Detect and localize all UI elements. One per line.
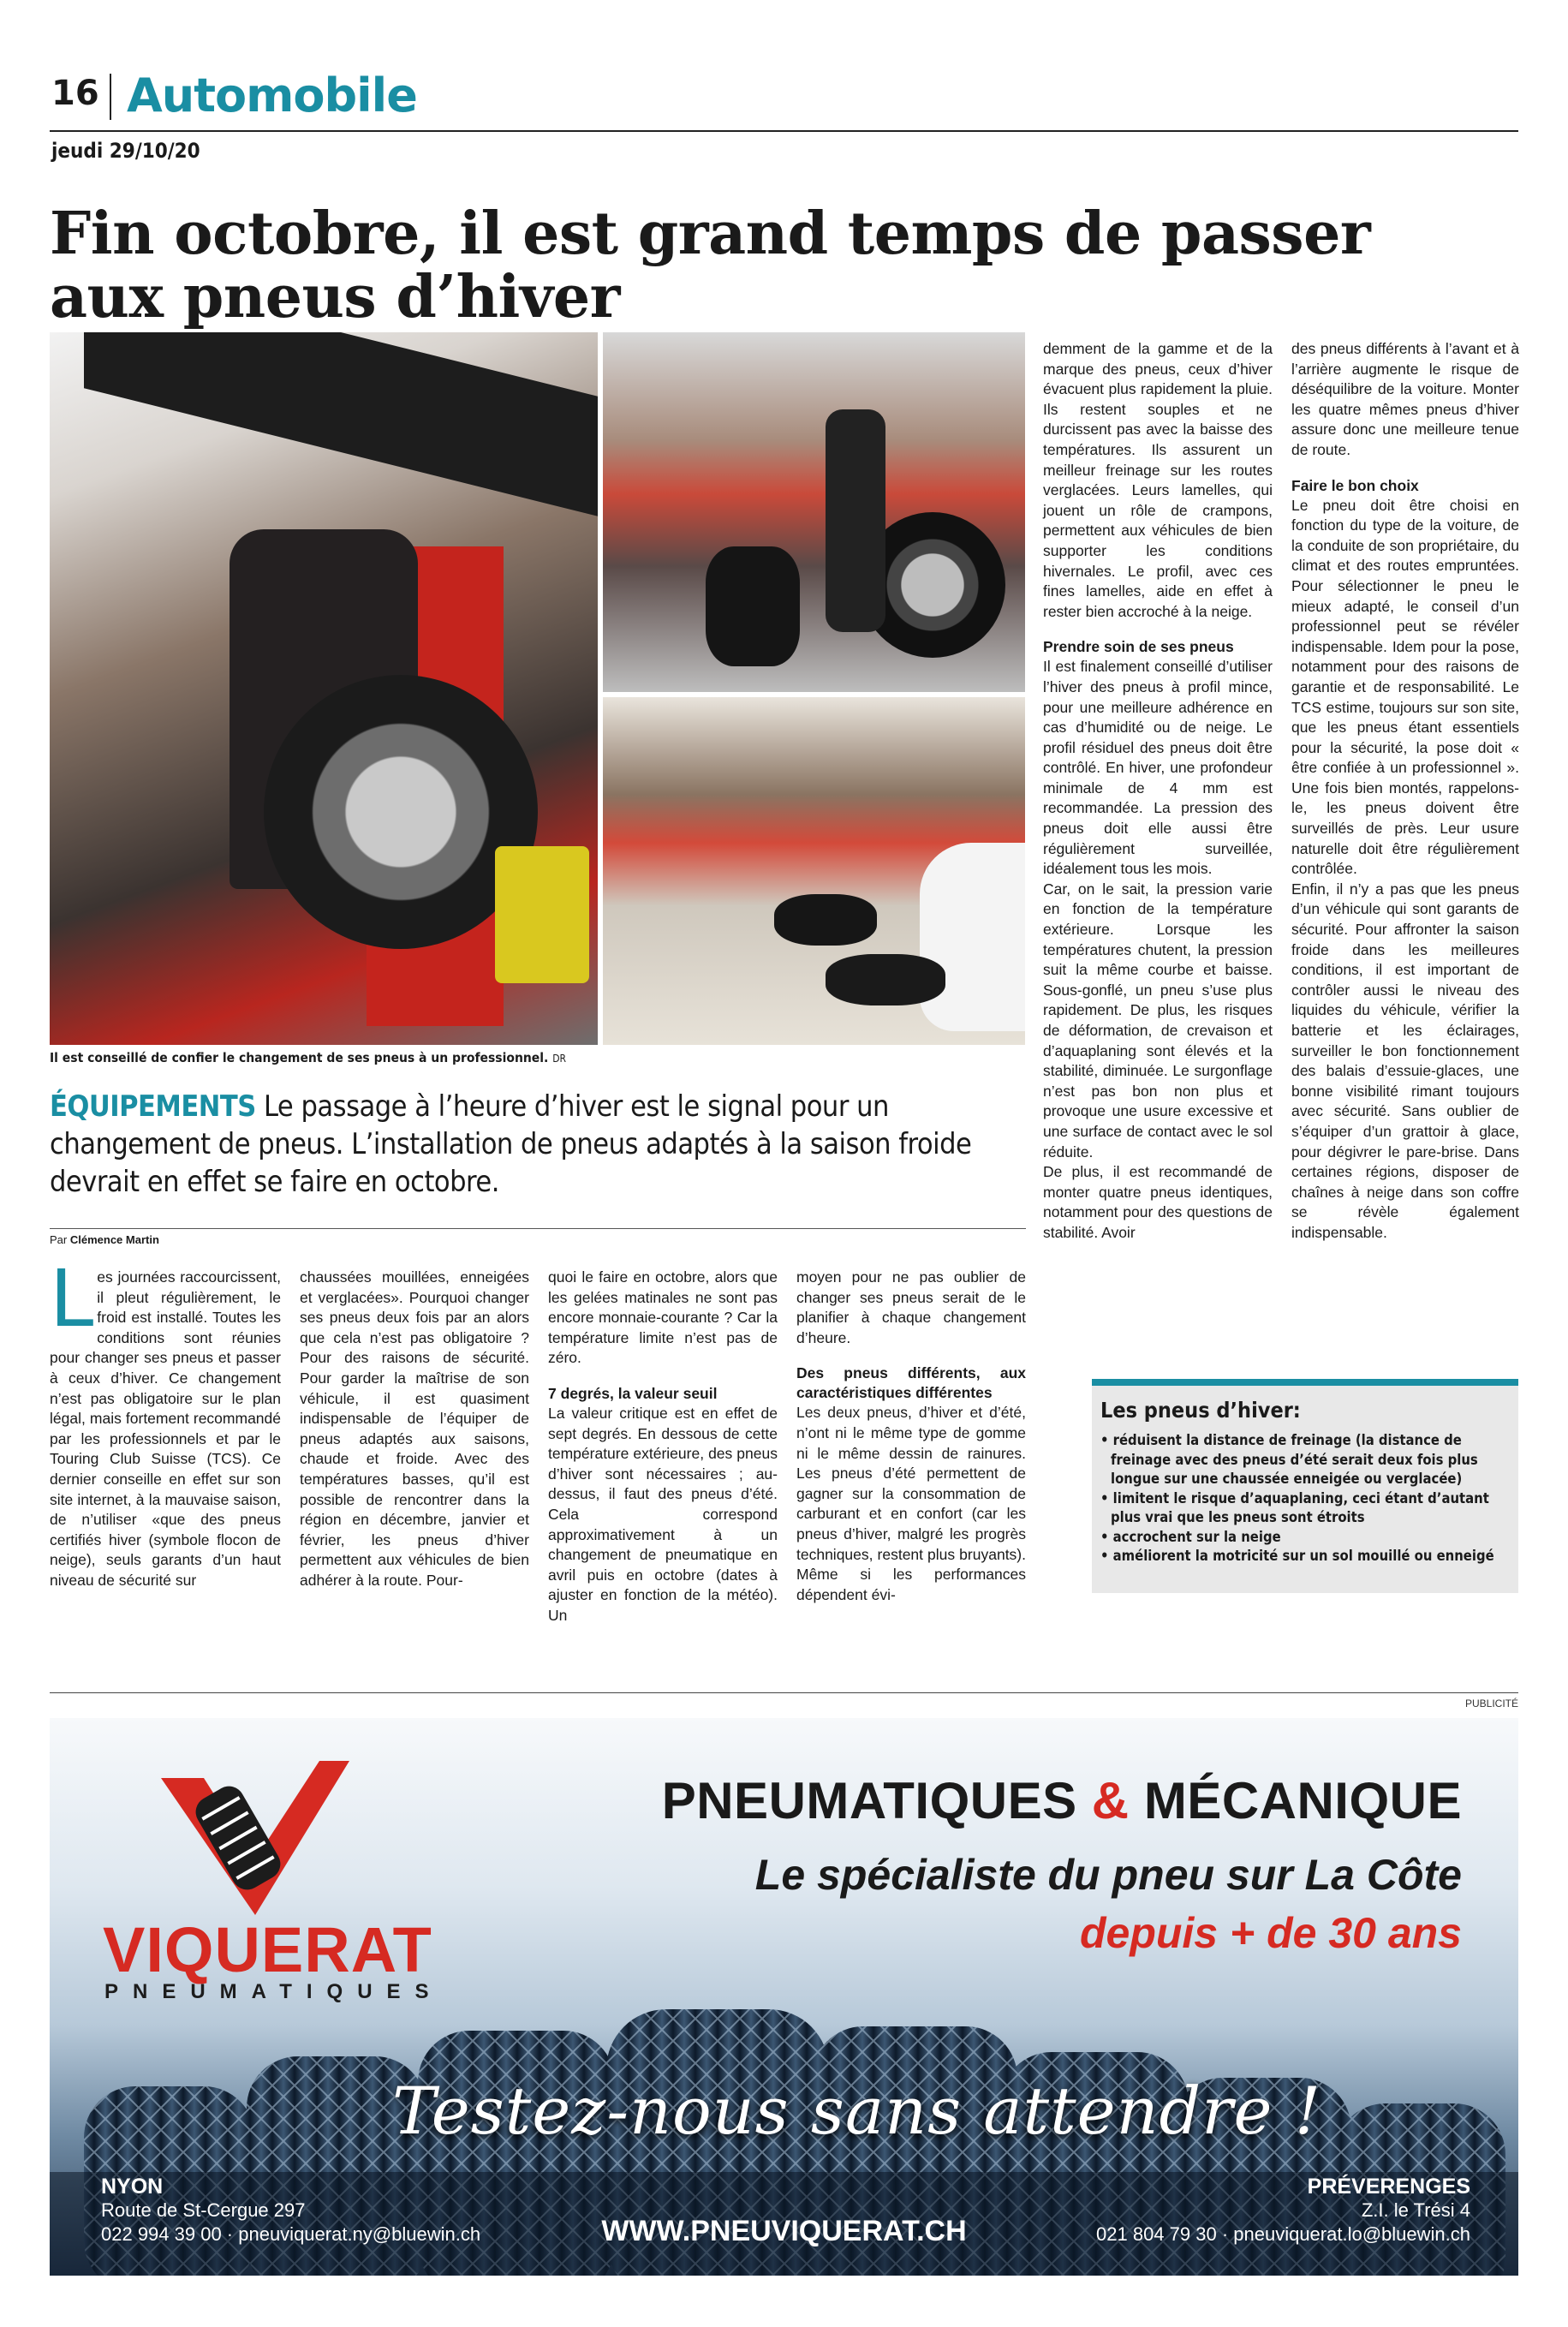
article-col-6: des pneus différents à l’avant et à l’arrière augmente le risque de déséquilibre de la voiture. Monter les quatre mêmes pneus d’hiver assure donc une meilleure tenue de route. Faire le bon choix Le pneu doit être choisi en fonction du type de la voiture, de la conduite de son propriétaire, du climat et des routes empruntées. Pour sélectionner le pneu le mieux adapté, le conseil d’un professionnel peut se révéler indispensable. Idem pour la pose, notamment pour des raisons de garantie et de responsabilité. Le TCS estime, toujours sur son site, que les pneus étant essentiels pour la sécurité, la pose doit « être confiée à un professionnel ». Une fois bien montés, rappelons-le, les pneus doivent être surveillés de près. Leur usure naturelle doit être régulièrement contrôlée. Enfin, il n’y a pas que les pneus d’un véhicule qui sont garants de sécurité. Pour affronter la saison froide dans les meilleures conditions, il est important de contrôler aussi le niveau des liquides du véhicule, vérifier la batterie et les éclairages, surveiller le bon fonctionnement des balais d’essuie-glaces, une bonne visibilité rimant toujours avec sécurité. Sans oublier de s’équiper d’un grattoir à glace, pour dégivrer le pare-brise. Dans certaines régions, disposer de chaînes à neige dans son coffre se révèle également indispensable. <box>1291 340 1519 1241</box>
header-divider <box>110 74 111 120</box>
page-number: 16 <box>51 74 99 113</box>
sidebox-title: Les pneus d’hiver: <box>1100 1398 1301 1423</box>
ad-headline: PNEUMATIQUES & MÉCANIQUE <box>661 1772 1462 1829</box>
ad-tagline: Le spécialiste du pneu sur La Côte <box>754 1851 1462 1899</box>
lead-kicker: ÉQUIPEMENTS <box>50 1089 256 1124</box>
viquerat-logo-icon <box>152 1752 358 1924</box>
article-col-3: quoi le faire en octobre, alors que les gelées matinales ne sont pas encore monnaie-courante ? Car la température limite n’est pas de zéro. 7 degrés, la valeur seuil La valeur critique est en effet de sept degrés. En dessous de cette température extérieure, des pneus d’hiver sont nécessaires ; au-dessus, il faut des pneus d’été. Cela correspond approximativement à un changement de pneumatique en avril puis en octobre (dates à ajuster en fonction de la météo). Un <box>548 1268 778 1624</box>
lead-text: Le passage à l’heure d’hiver est le signal pour un changement de pneus. L’installation de pneus adaptés à la saison froide devrait en effet se faire en octobre. <box>50 1089 972 1199</box>
article-lead <box>50 1088 1026 1201</box>
subhead-7-degres: 7 degrés, la valeur seuil <box>548 1384 718 1402</box>
header-rule <box>50 130 1518 132</box>
article-col-5: demment de la gamme et de la marque des pneus, ceux d’hiver évacuent plus rapidement la pluie. Ils restent souples et ne durcissent pas avec la baisse des températures. Ils assurent un meilleur freinage sur les routes verglacées. Leurs lamelles, qui jouent un rôle de crampons, permettent aux véhicules de bien supporter les conditions hivernales. Le profil, avec ces fines lamelles, aide en effet à rester bien accroché à la neige. Prendre soin de ses pneus Il est finalement conseillé d’utiliser l’hiver des pneus à profil mince, pour une meilleure adhérence en cas d’humidité ou de neige. Le profil résiduel des pneus doit être contrôlé. En hiver, une profondeur minimale de 4 mm est recommandée. La pression des pneus doit elle aussi être régulièrement surveillée, idéalement tous les mois. Car, on le sait, la pression varie en fonction de la température extérieure. Lorsque les températures chutent, la pression suit la même courbe et baisse. Sous-gonflé, un pneu s’use plus rapidement. De plus, les risques de déformation, de crevaison et d’aquaplaning sont élevés et la stabilité, diminuée. Le surgonflage n’est pas bon non plus et provoque une usure excessive et une surface de contact avec le sol réduite. De plus, il est recommandé de monter quatre pneus identiques, notamment pour des questions de stabilité. Avoir <box>1043 340 1273 1241</box>
drop-cap: L <box>50 1253 94 1345</box>
article-col-4: moyen pour ne pas oublier de changer ses pneus serait de le planifier à chaque changement d’heure. Des pneus différents, aux caractéristiques différentes Les deux pneus, d’hiver et d’été, n’ont ni le même type de gomme ni le même dessin de rainures. Les pneus d’été permettent de gagner sur la consommation de carburant et en confort (car les pneus d’hiver, malgré les progrès techniques, restent plus bruyants). Même si les performances dépendent évi- <box>796 1268 1026 1603</box>
sidebox-item: • réduisent la distance de freinage (la distance de freinage avec des pneus d’été serait deux fois plus longue sur une chaussée enneigée ou verglacée) <box>1100 1432 1478 1487</box>
sidebox-winter-tires <box>1092 1379 1518 1593</box>
ad-left-address: NYON Route de St-Cergue 297 022 994 39 00 · pneuviquerat.ny@bluewin.ch <box>101 2175 481 2245</box>
caption-credit: DR <box>552 1053 567 1065</box>
article-title: Fin octobre, il est grand temps de passer aux pneus d’hiver <box>50 200 1371 331</box>
photo-workshop-top <box>603 332 1025 692</box>
ad-label: PUBLICITÉ <box>1464 1698 1518 1709</box>
sidebox-item: • améliorent la motricité sur un sol mouillé ou enneigé <box>1100 1548 1494 1564</box>
ad-slogan: Testez-nous sans attendre ! <box>392 2073 1322 2149</box>
article-col-1: L es journées raccourcissent, il pleut régulièrement, le froid est installé. Toutes les conditions sont réunies pour changer ses pneus et passer à ceux d’hiver. Ce changement n’est pas obligatoire sur le plan légal, mais fortement recommandé par les professionnels et par le Touring Club Suisse (TCS). Ce dernier conseille en effet sur son site internet, à la mauvaise saison, de n’utiliser «que des pneus certifiés hiver (symbole flocon de neige), seuls garants d’un haut niveau de sécurité sur <box>50 1253 281 1589</box>
ad-rule <box>50 1692 1518 1693</box>
byline: Par Clémence Martin <box>50 1233 159 1246</box>
photo-workshop-bottom <box>603 697 1025 1045</box>
ad-banner[interactable] <box>50 1718 1518 2276</box>
ad-brand: VIQUERAT <box>103 1914 432 1985</box>
sidebox-item: • limitent le risque d’aquaplaning, ceci étant d’autant plus vrai que les pneus sont étroits <box>1100 1489 1489 1525</box>
sidebox-item: • accrochent sur la neige <box>1100 1528 1281 1545</box>
photo-caption: Il est conseillé de confier le changement de ses pneus à un professionnel. DR <box>50 1050 567 1065</box>
ad-website[interactable]: WWW.PNEUVIQUERAT.CH <box>601 2215 967 2247</box>
subhead-bon-choix: Faire le bon choix <box>1291 476 1419 494</box>
ad-since: depuis + de 30 ans <box>1079 1909 1462 1957</box>
photo-mechanic-wheel <box>50 332 598 1045</box>
section-title: Automobile <box>127 69 417 122</box>
ad-right-address: PRÉVERENGES Z.I. le Trési 4 021 804 79 30 · pneuviquerat.lo@bluewin.ch <box>1096 2175 1470 2245</box>
subhead-prendre-soin: Prendre soin de ses pneus <box>1043 638 1234 656</box>
lead-rule <box>50 1228 1026 1229</box>
issue-date: jeudi 29/10/20 <box>51 139 200 163</box>
ad-brand-sub: PNEUMATIQUES <box>104 1980 444 2003</box>
subhead-pneus-differents: Des pneus différents, aux caractéristiques différentes <box>796 1364 1026 1402</box>
article-col-2: chaussées mouillées, enneigées et verglacées». Pourquoi changer ses pneus deux fois par an alors que cela n’est pas obligatoire ? Pour des raisons de sécurité. Pour garder la maîtrise de son véhicule, il est quasiment indispensable de l’équiper de pneus adaptés aux saisons, chaude et froide. Avec des températures basses, qu’il est possible de rencontrer dans la région en décembre, janvier et février, les pneus d’hiver permettent aux véhicules de bien adhérer à la route. Pour- <box>300 1268 529 1589</box>
